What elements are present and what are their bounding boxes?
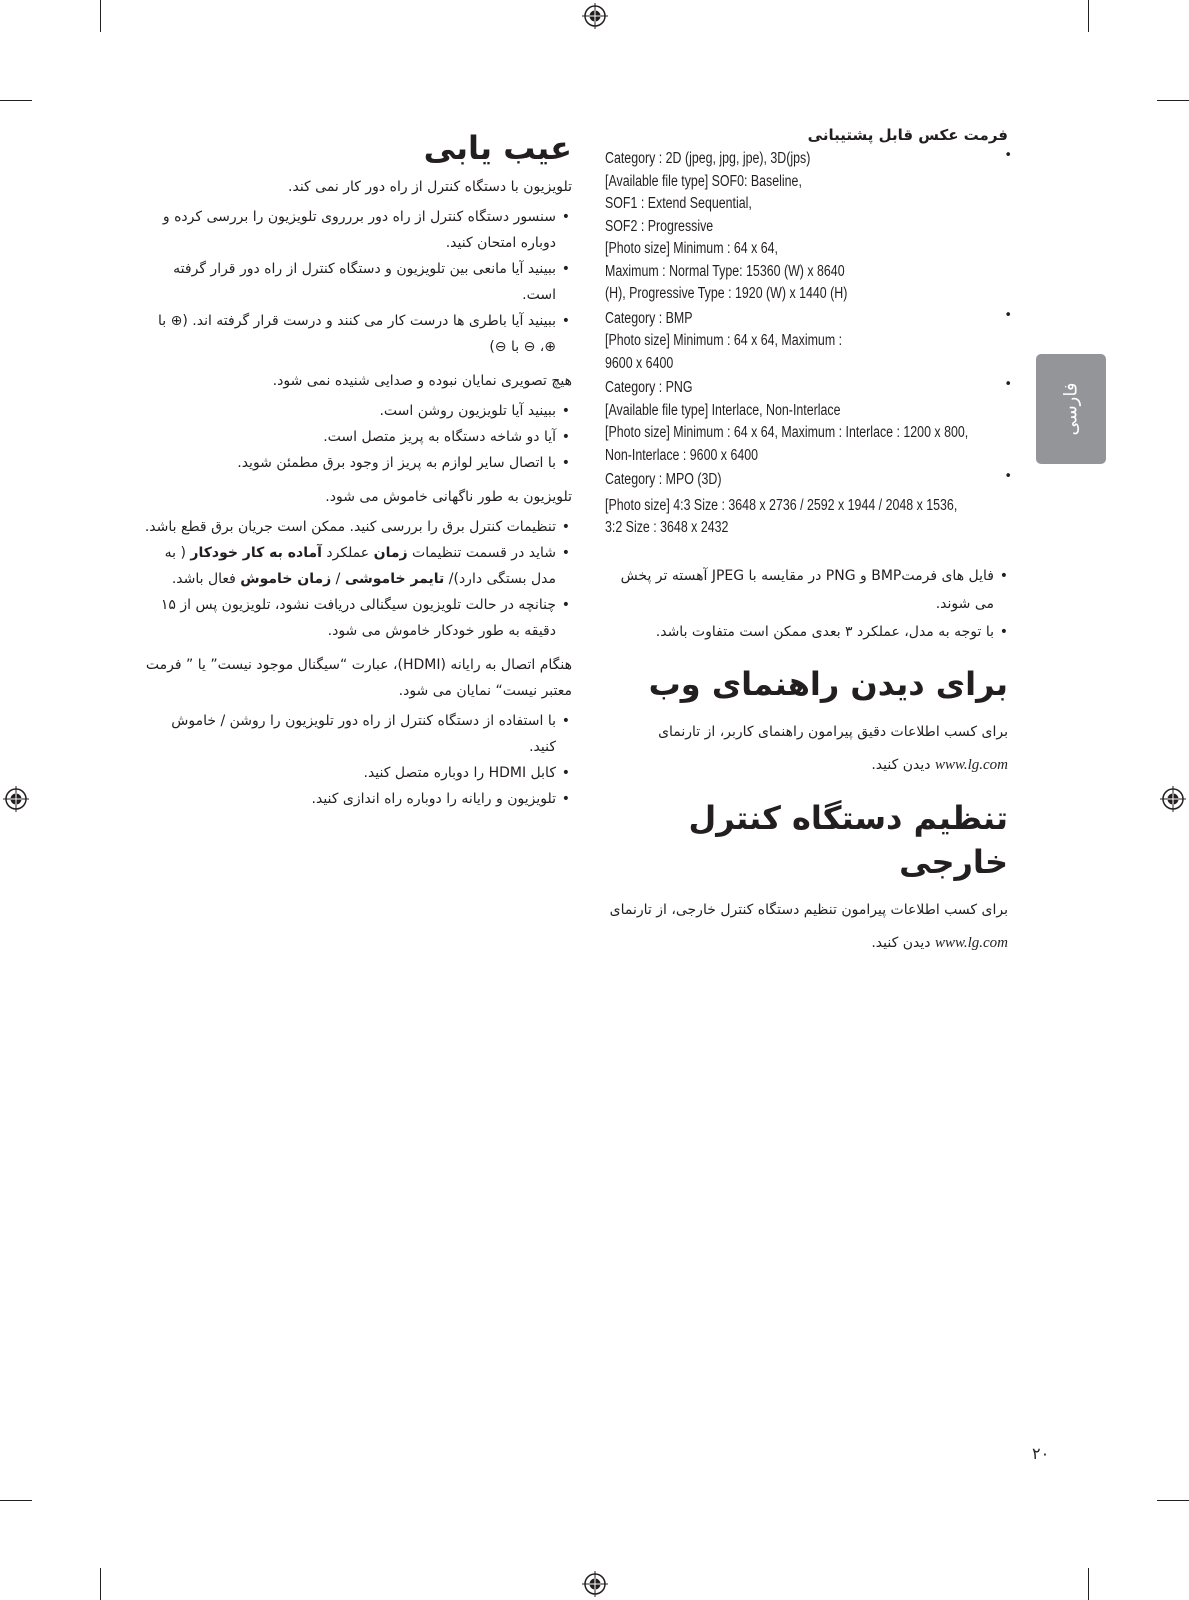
crop-mark <box>0 1500 32 1501</box>
format-line: SOF2 : Progressive <box>605 217 714 235</box>
remote-problem-list <box>140 204 572 360</box>
remote-setup-link[interactable]: www.lg.com <box>934 934 1008 951</box>
web-manual-title: برای دیدن راهنمای وب <box>648 664 1008 703</box>
crop-mark <box>1088 0 1089 32</box>
list-item: • ببینید آیا تلویزیون روشن است. <box>140 398 572 424</box>
registration-mark-icon <box>581 2 609 30</box>
list-item: • تلویزیون و رایانه را دوباره راه اندازی کنید. <box>140 786 572 812</box>
list-item: • چنانچه در حالت تلویزیون سیگنالی دریافت نشود، تلویزیون پس از ۱۵ دقیقه به طور خودکار خاموش می شود. <box>140 592 572 644</box>
list-item: • سنسور دستگاه کنترل از راه دور بررروی تلویزیون را بررسی کرده و دوباره امتحان کنید. <box>140 204 572 256</box>
crop-mark <box>1088 1568 1089 1600</box>
language-tab-label: فارسی <box>1060 382 1082 436</box>
format-line: 9600 x 6400 <box>605 354 674 372</box>
web-manual-link[interactable]: www.lg.com <box>934 756 1008 773</box>
left-column <box>140 126 572 820</box>
format-line: [Photo size] 4:3 Size : 3648 x 2736 / 2592 x 1944 / 2048 x 1536, <box>605 496 958 514</box>
list-item: • با استفاده از دستگاه کنترل از راه دور تلویزیون را روشن / خاموش کنید. <box>140 708 572 760</box>
picture-problem-list <box>140 398 572 476</box>
language-tab <box>1036 354 1106 464</box>
picture-problem-intro: هیچ تصویری نمایان نبوده و صدایی شنیده نمی شود. <box>272 373 572 389</box>
registration-mark-icon <box>2 785 30 813</box>
power-off-intro: تلویزیون به طور ناگهانی خاموش می شود. <box>325 489 572 505</box>
format-item-bmp: • Category : BMP [Photo size] Minimum : 64 x 64, Maximum : 9600 x 6400 <box>605 308 1008 376</box>
format-item-jpeg: • Category : 2D (jpeg, jpg, jpe), 3D(jps) [Available file type] SOF0: Baseline, SOF1 : Extend Sequential, SOF2 : Progressive [Photo size] Minimum : 64 x 64, Maximum : Normal Type: 15360 (W) x 8640 (H), Progressive Type : 1920 (W) x 1440 (H) <box>605 148 1008 306</box>
hdmi-list <box>140 708 572 812</box>
remote-setup-text: برای کسب اطلاعات پیرامون تنظیم دستگاه کنترل خارجی، از تارنمای www.lg.com دیدن کنید. <box>609 901 1008 951</box>
hdmi-note: هنگام اتصال به رایانه (HDMI)، عبارت “سیگنال موجود نیست” یا ” فرمت معتبر نیست“ نمایان می شود. <box>145 657 572 699</box>
format-item-mpo: • Category : MPO (3D) [Photo size] 4:3 Size : 3648 x 2736 / 2592 x 1944 / 2048 x 1536, 3:2 Size : 3648 x 2432 <box>605 469 1008 540</box>
format-note: • فایل های فرمتBMP و PNG در مقایسه با JPEG آهسته تر پخش می شوند. <box>605 562 1008 618</box>
format-line: [Photo size] Minimum : 64 x 64, Maximum : Interlace : 1200 x 800, <box>605 424 969 441</box>
format-line: [Photo size] Minimum : 64 x 64, <box>605 240 778 257</box>
format-line: SOF1 : Extend Sequential, <box>605 195 752 212</box>
format-note: • با توجه به مدل، عملکرد ۳ بعدی ممکن است متفاوت باشد. <box>605 618 1008 646</box>
format-item-png: • Category : PNG [Available file type] Interlace, Non-Interlace [Photo size] Minimum : 64 x 64, Maximum : Interlace : 1200 x 800, Non-Interlace : 9600 x 6400 <box>605 377 1008 467</box>
list-item: • با اتصال سایر لوازم به پریز از وجود برق مطمئن شوید. <box>140 450 572 476</box>
photo-format-list <box>605 148 1012 540</box>
format-line: Category : 2D (jpeg, jpg, jpe), 3D(jps) <box>605 150 811 167</box>
photo-format-title: فرمت عکس قابل پشتیبانی <box>807 126 1008 144</box>
crop-mark <box>1157 100 1189 101</box>
format-notes <box>605 562 1008 646</box>
crop-mark <box>100 0 101 32</box>
format-line: Non-Interlace : 9600 x 6400 <box>605 446 759 464</box>
format-line: Category : PNG <box>605 379 693 396</box>
crop-mark <box>100 1568 101 1600</box>
remote-problem-intro: تلویزیون با دستگاه کنترل از راه دور کار نمی کند. <box>288 179 572 195</box>
web-manual-text: برای کسب اطلاعات دقیق پیرامون راهنمای کاربر، از تارنمای www.lg.com دیدن کنید. <box>658 723 1008 773</box>
list-item: • ببینید آیا مانعی بین تلویزیون و دستگاه کنترل از راه دور قرار گرفته است. <box>140 256 572 308</box>
list-item: • تنظیمات کنترل برق را بررسی کنید. ممکن است جریان برق قطع باشد. <box>140 514 572 540</box>
page-number: ۲۰ <box>1032 1444 1050 1463</box>
list-item: • کابل HDMI را دوباره متصل کنید. <box>140 760 572 786</box>
crop-mark <box>1157 1500 1189 1501</box>
list-item: • آیا دو شاخه دستگاه به پریز متصل است. <box>140 424 572 450</box>
format-line: 3:2 Size : 3648 x 2432 <box>605 519 729 536</box>
troubleshooting-title: عیب یابی <box>423 129 572 167</box>
list-item: • ببینید آیا باطری ها درست کار می کنند و درست قرار گرفته اند. (⊕ با ⊕، ⊖ با ⊖) <box>140 308 572 360</box>
registration-mark-icon <box>581 1570 609 1598</box>
format-line: [Available file type] SOF0: Baseline, <box>605 172 802 190</box>
format-line: [Available file type] Interlace, Non-Interlace <box>605 401 841 419</box>
format-line: Maximum : Normal Type: 15360 (W) x 8640 <box>605 262 845 280</box>
registration-mark-icon <box>1159 785 1187 813</box>
format-line: Category : BMP <box>605 309 693 327</box>
right-column <box>605 126 1012 960</box>
crop-mark <box>0 100 32 101</box>
list-item: • شاید در قسمت تنظیمات زمان عملکرد آماده به کار خودکار ( به مدل بستگی دارد)/ تایمر خاموشی / زمان خاموش فعال باشد. <box>140 540 572 592</box>
remote-setup-title: تنظیم دستگاه کنترل خارجی <box>688 798 1008 881</box>
power-off-list <box>140 514 572 644</box>
format-line: Category : MPO (3D) <box>605 471 722 488</box>
format-line: [Photo size] Minimum : 64 x 64, Maximum : <box>605 332 843 349</box>
format-line: (H), Progressive Type : 1920 (W) x 1440 (H) <box>605 285 848 302</box>
